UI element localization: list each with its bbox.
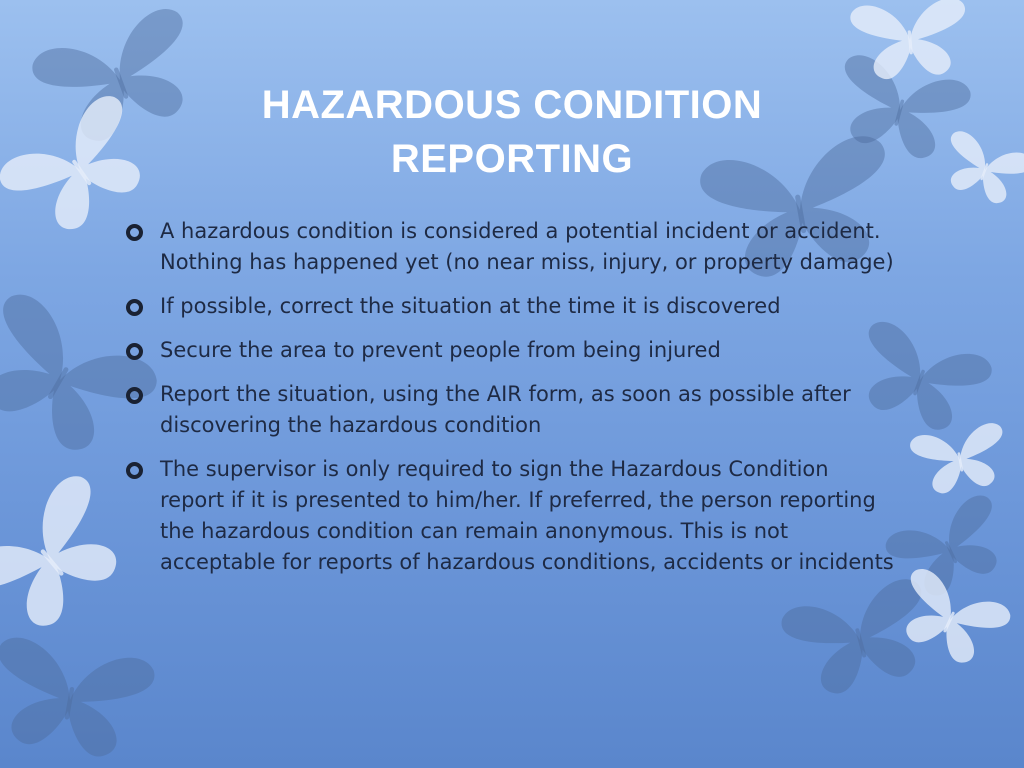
hollow-circle-bullet-icon <box>126 462 143 479</box>
hollow-circle-bullet-icon <box>126 343 143 360</box>
slide-title-line-2: REPORTING <box>390 137 634 181</box>
bullet-item <box>124 335 894 366</box>
hollow-circle-bullet-icon <box>126 224 143 241</box>
bullet-text: A hazardous condition is considered a potential incident or accident. Nothing has happened yet (no near miss, injury, or property damage) <box>160 219 894 274</box>
bullet-item <box>124 379 894 441</box>
bullet-text: If possible, correct the situation at the time it is discovered <box>160 294 781 318</box>
butterfly-icon <box>0 469 143 650</box>
slide-title-line-1: HAZARDOUS CONDITION <box>261 83 763 127</box>
butterfly-icon <box>0 634 157 763</box>
butterfly-icon <box>909 421 1012 497</box>
hollow-circle-bullet-icon <box>126 387 143 404</box>
bullet-item <box>124 291 894 322</box>
hollow-circle-bullet-icon <box>126 299 143 316</box>
slide-title <box>150 78 874 186</box>
butterfly-icon <box>935 128 1024 211</box>
bullet-item <box>124 454 894 578</box>
bullet-text: Secure the area to prevent people from being injured <box>160 338 721 362</box>
bullet-list <box>124 216 894 591</box>
bullet-text: The supervisor is only required to sign the Hazardous Condition report if it is presented to him/her. If preferred, the person reporting the hazardous condition can remain anonymous. This is not acceptable for reports of hazardous conditions, accidents or incidents <box>160 457 894 574</box>
bullet-text: Report the situation, using the AIR form, as soon as possible after discovering the hazardous condition <box>160 382 851 437</box>
bullet-item <box>124 216 894 278</box>
